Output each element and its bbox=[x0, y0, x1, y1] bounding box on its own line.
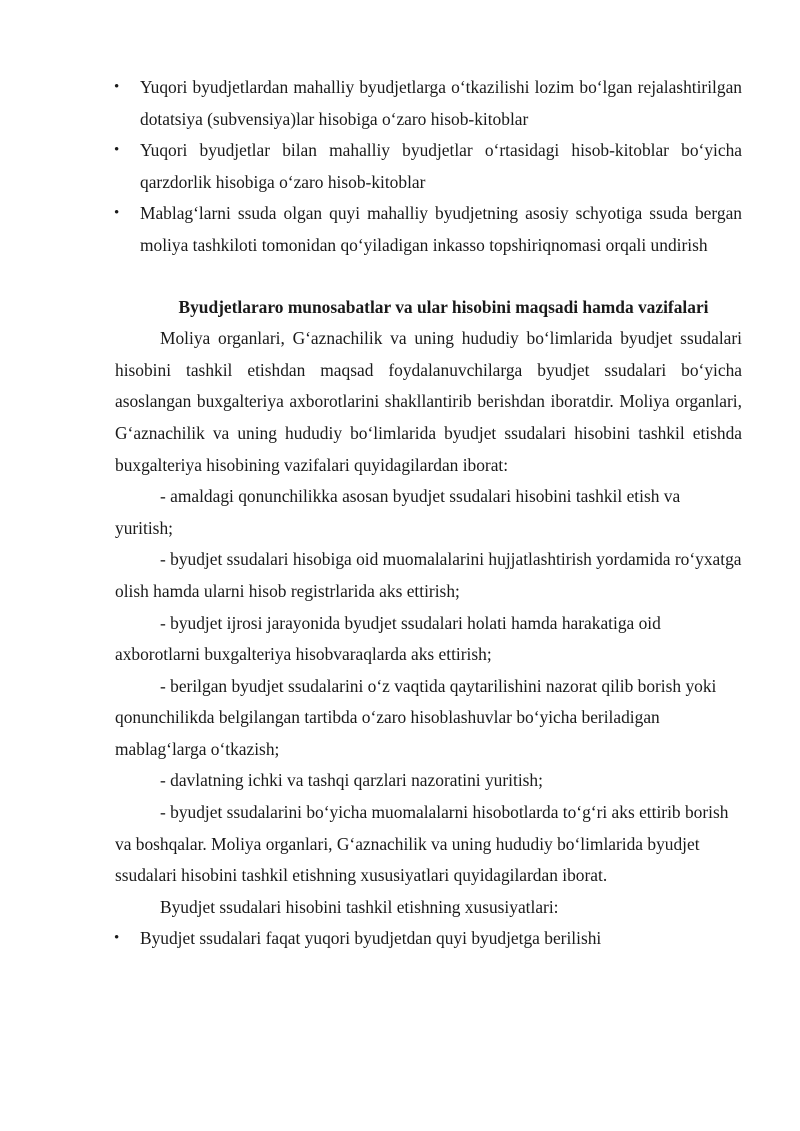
list-item-text: Mablag‘larni ssuda olgan quyi mahalliy byudjetning asosiy schyotiga ssuda bergan moliya tashkiloti tomonidan qo‘yiladigan inkasso topshiriqnomasi orqali undirish bbox=[140, 203, 742, 255]
list-item-text: Yuqori byudjetlar bilan mahalliy byudjetlar o‘rtasidagi hisob-kitoblar bo‘yicha qarzdorlik hisobiga o‘zaro hisob-kitoblar bbox=[140, 140, 742, 192]
list-item bbox=[115, 923, 742, 955]
section-spacer bbox=[115, 262, 742, 292]
list-item bbox=[115, 72, 742, 135]
task-item: - byudjet ijrosi jarayonida byudjet ssudalari holati hamda harakatiga oid axborotlarni buxgalteriya hisobvaraqlarda aks ettirish; bbox=[115, 612, 661, 665]
task-item: - byudjet ssudalarini bo‘yicha muomalalarni hisobotlarda to‘g‘ri aks ettirib borish va boshqalar. Moliya organlari, G‘aznachilik va uning hududiy bo‘limlarida byudjet ssudalari hisobini tashkil etishning xususiyatlari quyidagilardan iborat. bbox=[115, 802, 729, 886]
task-item: - berilgan byudjet ssudalarini o‘z vaqtida qaytarilishini nazorat qilib borish yoki qonunchilikda belgilangan tartibda o‘zaro hisoblashuvlar bo‘yicha beriladigan mablag‘larga o‘tkazish; bbox=[115, 675, 717, 759]
intro-paragraph: Moliya organlari, G‘aznachilik va uning hududiy bo‘limlarida byudjet ssudalari hisobini tashkil etishdan maqsad foydalanuvchilarga byudjet ssudalari bo‘yicha asoslangan buxgalteriya axborotlarini shakllantirib berishdan iboratdir. Moliya organlari, G‘aznachilik va uning hududiy bo‘limlarida byudjet ssudalari hisobini tashkil etishda buxgalteriya hisobining vazifalari quyidagilardan iborat: bbox=[115, 328, 742, 475]
top-bullet-list bbox=[115, 72, 742, 262]
bottom-bullet-list bbox=[115, 923, 742, 955]
list-item-text: Yuqori byudjetlardan mahalliy byudjetlarga o‘tkazilishi lozim bo‘lgan rejalashtirilgan dotatsiya (subvensiya)lar hisobiga o‘zaro hisob-kitoblar bbox=[140, 77, 742, 129]
document-page bbox=[115, 72, 742, 955]
bullet-icon: • bbox=[114, 205, 120, 222]
bullet-icon: • bbox=[114, 142, 120, 159]
features-intro: Byudjet ssudalari hisobini tashkil etishning xususiyatlari: bbox=[160, 896, 559, 917]
task-item: - davlatning ichki va tashqi qarzlari nazoratini yuritish; bbox=[160, 770, 543, 791]
task-item: - byudjet ssudalari hisobiga oid muomalalarini hujjatlashtirish yordamida ro‘yxatga olish hamda ularni hisob registrlarida aks ettirish; bbox=[115, 549, 742, 601]
list-item bbox=[115, 135, 742, 198]
bullet-icon: • bbox=[114, 79, 120, 95]
task-item: - amaldagi qonunchilikka asosan byudjet ssudalari hisobini tashkil etish va yuritish; bbox=[115, 486, 681, 538]
section-heading: Byudjetlararo munosabatlar va ular hisobini maqsadi hamda vazifalari bbox=[178, 296, 709, 317]
list-item bbox=[115, 198, 742, 261]
list-item-text: Byudjet ssudalari faqat yuqori byudjetdan quyi byudjetga berilishi bbox=[140, 928, 602, 949]
bullet-icon: • bbox=[114, 930, 120, 947]
